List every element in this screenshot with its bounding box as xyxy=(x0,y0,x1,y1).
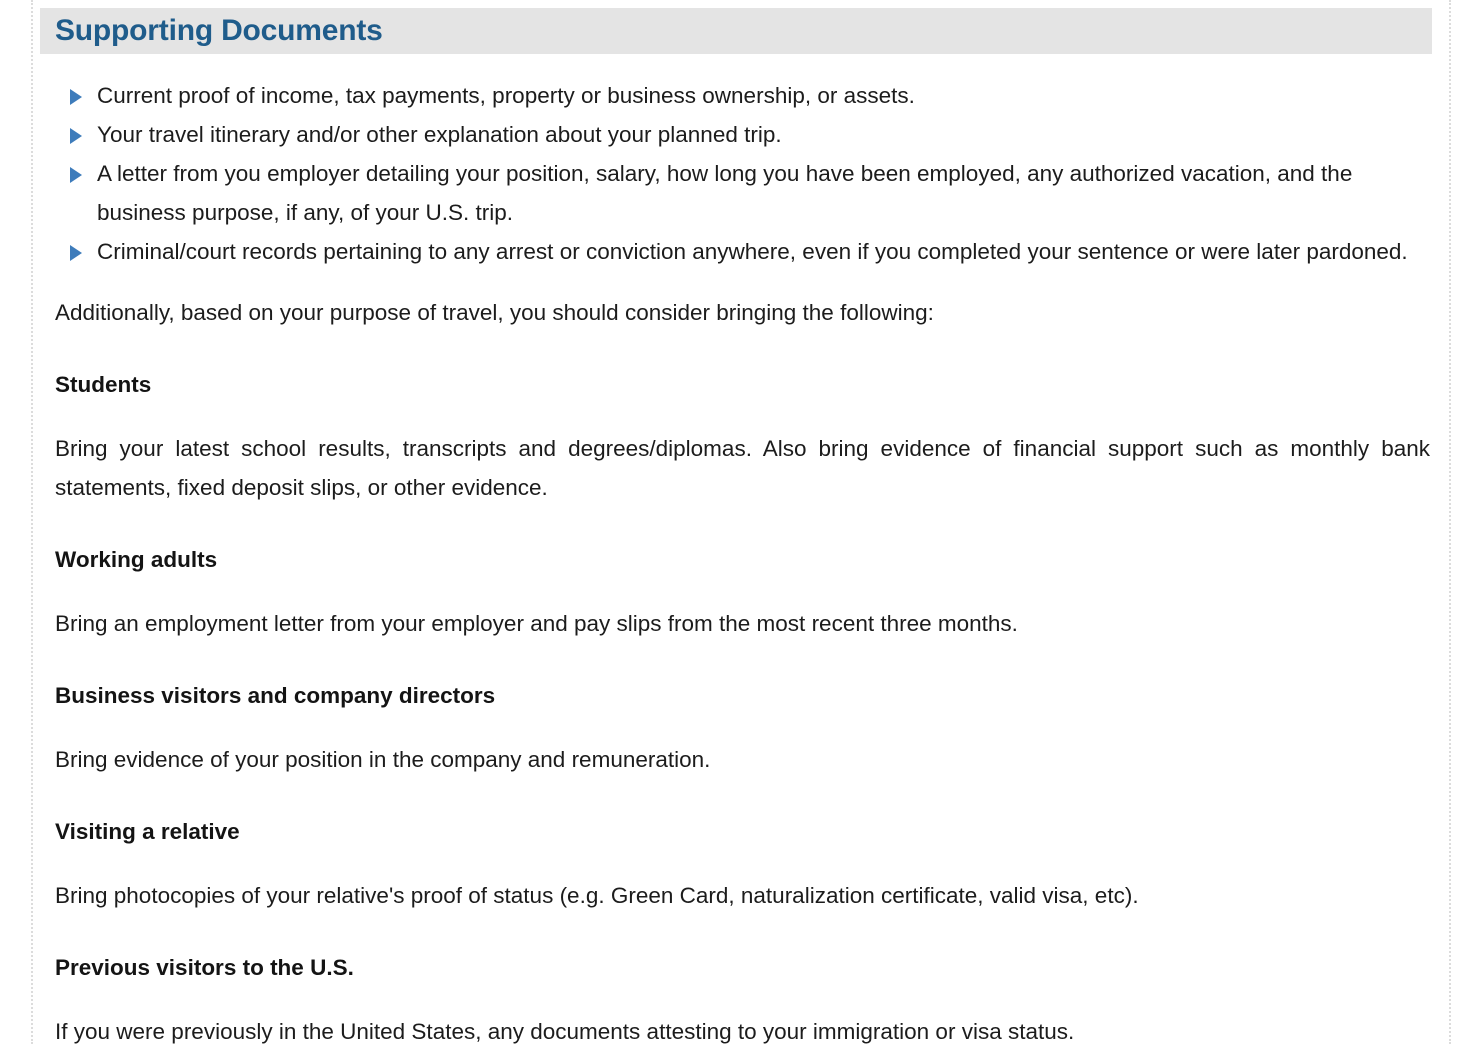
left-margin-rule xyxy=(31,0,33,1044)
paragraph-previous-visitors: If you were previously in the United States, any documents attesting to your immigration or visa status. xyxy=(55,1019,1075,1044)
list-item-text: Your travel itinerary and/or other explanation about your planned trip. xyxy=(97,122,782,147)
list-item xyxy=(55,115,1430,154)
list-item-text: Current proof of income, tax payments, property or business ownership, or assets. xyxy=(97,83,915,108)
list-item-text: Criminal/court records pertaining to any arrest or conviction anywhere, even if you completed your sentence or were later pardoned. xyxy=(97,239,1408,264)
list-item xyxy=(55,76,1430,115)
subheading-working-adults: Working adults xyxy=(55,547,218,572)
list-item xyxy=(55,232,1430,271)
subheading-students: Students xyxy=(55,372,152,397)
right-margin-rule xyxy=(1449,0,1451,1044)
paragraph-students: Bring your latest school results, transcripts and degrees/diplomas. Also bring evidence of financial support such as monthly bank statements, fixed deposit slips, or other evidence. xyxy=(55,436,1430,500)
paragraph-visiting-a-relative: Bring photocopies of your relative's proof of status (e.g. Green Card, naturalization certificate, valid visa, etc). xyxy=(55,883,1139,908)
document-content xyxy=(40,8,1432,1044)
supporting-documents-list xyxy=(55,76,1430,271)
list-item xyxy=(55,154,1430,232)
subheading-previous-visitors: Previous visitors to the U.S. xyxy=(55,955,354,980)
triangle-bullet-icon xyxy=(70,128,82,144)
triangle-bullet-icon xyxy=(70,167,82,183)
subheading-business-visitors: Business visitors and company directors xyxy=(55,683,496,708)
section-heading-supporting-documents: Supporting Documents xyxy=(40,8,1432,54)
paragraph-business-visitors: Bring evidence of your position in the company and remuneration. xyxy=(55,747,711,772)
intro-paragraph: Additionally, based on your purpose of travel, you should consider bringing the following: xyxy=(55,300,934,325)
triangle-bullet-icon xyxy=(70,245,82,261)
list-item-text: A letter from you employer detailing your position, salary, how long you have been employed, any authorized vacation, and the business purpose, if any, of your U.S. trip. xyxy=(97,161,1353,225)
section-body xyxy=(40,76,1432,1044)
paragraph-working-adults: Bring an employment letter from your employer and pay slips from the most recent three months. xyxy=(55,611,1018,636)
subheading-visiting-a-relative: Visiting a relative xyxy=(55,819,240,844)
triangle-bullet-icon xyxy=(70,89,82,105)
